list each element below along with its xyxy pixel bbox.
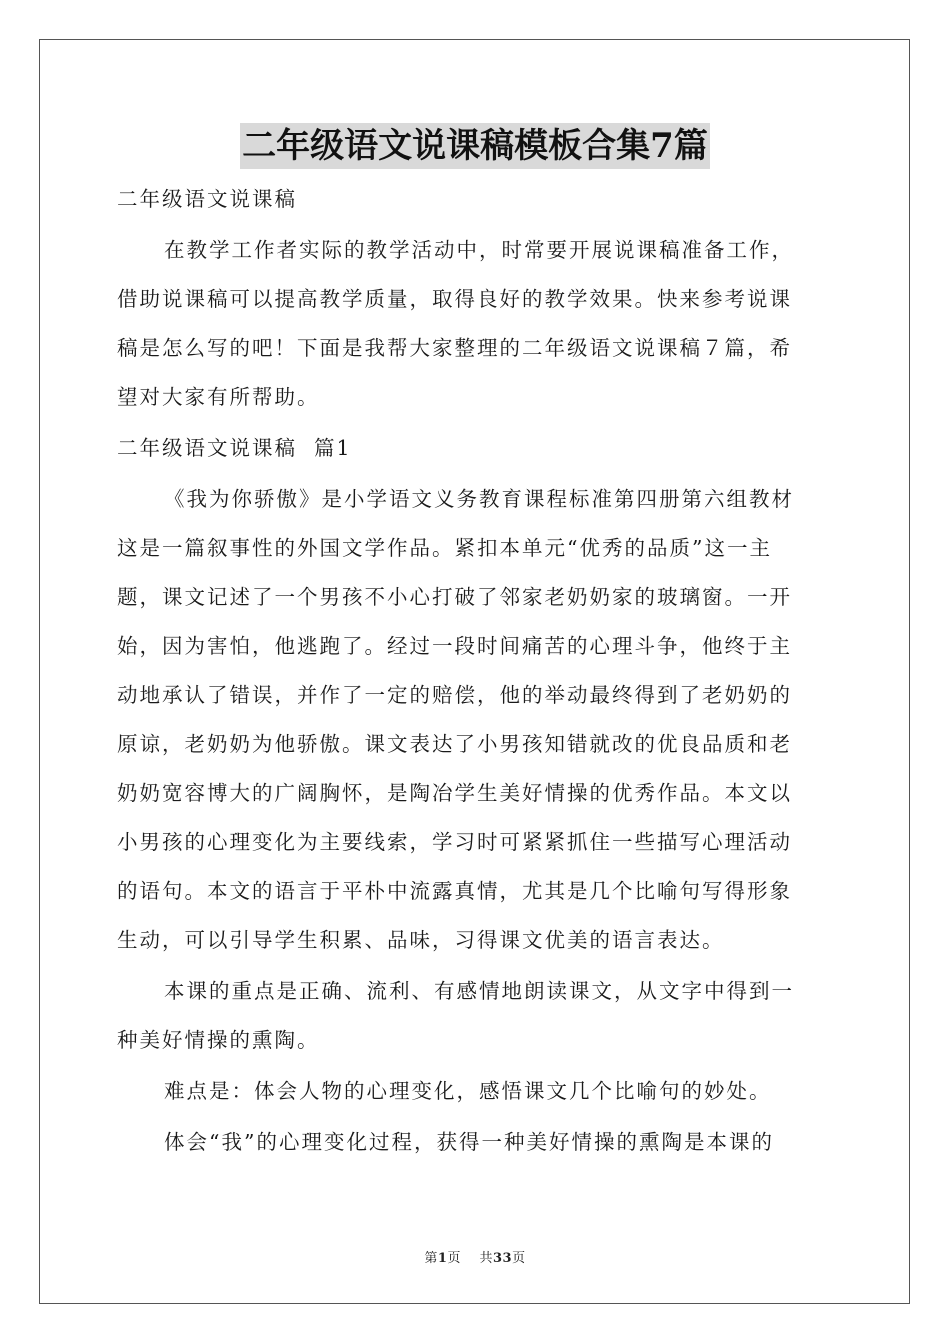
page-number: 1 [437,1251,448,1266]
text-line: 生动，可以引导学生积累、品味，习得课文优美的语言表达。 [117,928,725,952]
page-suffix: 页 [447,1251,461,1266]
text-line: 难点是：体会人物的心理变化，感悟课文几个比喻句的妙处。 [164,1079,772,1103]
text-line: 种美好情操的熏陶。 [117,1028,320,1052]
text-line: 动地承认了错误，并作了一定的赔偿，他的举动最终得到了老奶奶的 [117,683,792,707]
intro-paragraph [117,231,833,417]
text-line: 这是一篇叙事性的外国文学作品。紧扣本单元“优秀的品质”这一主 [117,536,772,560]
text-line: 本课的重点是正确、流利、有感情地朗读课文，从文字中得到一 [164,979,794,1003]
text-line: 体会“我”的心理变化过程，获得一种美好情操的熏陶是本课的 [164,1130,774,1154]
text-line: 在教学工作者实际的教学活动中，时常要开展说课稿准备工作， [164,238,794,262]
section-heading: 二年级语文说课稿 篇1 [117,436,352,460]
document-subtitle: 二年级语文说课稿 [117,187,297,211]
text-line: 始，因为害怕，他逃跑了。经过一段时间痛苦的心理斗争，他终于主 [117,634,792,658]
paragraph-3 [117,1072,833,1111]
document-body [117,180,833,1174]
text-line: 借助说课稿可以提高教学质量，取得良好的教学效果。快来参考说课 [117,287,792,311]
title-container [0,123,950,169]
paragraph-2 [117,972,833,1060]
paragraph-4 [117,1123,833,1162]
paragraph-1 [117,480,833,960]
page-prefix: 第 [424,1251,438,1266]
text-line: 小男孩的心理变化为主要线索，学习时可紧紧抓住一些描写心理活动 [117,830,792,854]
text-line: 《我为你骄傲》是小学语文义务教育课程标准第四册第六组教材 [164,487,794,511]
total-prefix: 共 [479,1251,493,1266]
total-pages: 33 [493,1251,513,1266]
text-line: 题，课文记述了一个男孩不小心打破了邻家老奶奶家的玻璃窗。一开 [117,585,792,609]
document-title: 二年级语文说课稿模板合集7篇 [240,123,710,169]
page-footer [0,1247,950,1266]
text-line: 奶奶宽容博大的广阔胸怀，是陶冶学生美好情操的优秀作品。本文以 [117,781,792,805]
text-line: 稿是怎么写的吧！下面是我帮大家整理的二年级语文说课稿７篇，希 [117,336,792,360]
total-suffix: 页 [512,1251,526,1266]
text-line: 原谅，老奶奶为他骄傲。课文表达了小男孩知错就改的优良品质和老 [117,732,792,756]
text-line: 望对大家有所帮助。 [117,385,320,409]
text-line: 的语句。本文的语言于平朴中流露真情，尤其是几个比喻句写得形象 [117,879,792,903]
